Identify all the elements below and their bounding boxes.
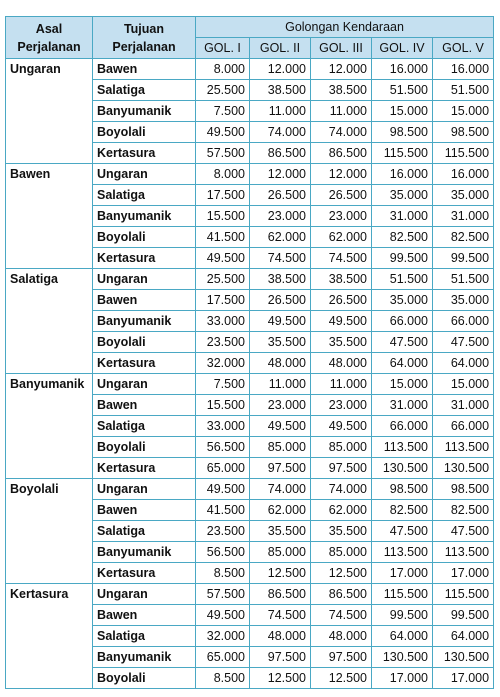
destination-cell: Bawen xyxy=(93,605,196,626)
tariff-cell-gol-2: 86.500 xyxy=(250,584,311,605)
header-gol-5: GOL. V xyxy=(433,38,494,59)
tariff-cell-gol-3: 38.500 xyxy=(311,269,372,290)
origin-cell: Kertasura xyxy=(6,584,93,689)
tariff-cell-gol-1: 57.500 xyxy=(196,584,250,605)
destination-cell: Salatiga xyxy=(93,521,196,542)
destination-cell: Salatiga xyxy=(93,416,196,437)
tariff-cell-gol-1: 41.500 xyxy=(196,227,250,248)
tariff-cell-gol-5: 31.000 xyxy=(433,395,494,416)
tariff-cell-gol-2: 74.000 xyxy=(250,479,311,500)
tariff-cell-gol-3: 48.000 xyxy=(311,626,372,647)
tariff-cell-gol-1: 23.500 xyxy=(196,521,250,542)
tariff-cell-gol-4: 64.000 xyxy=(372,353,433,374)
tariff-cell-gol-4: 17.000 xyxy=(372,563,433,584)
tariff-cell-gol-3: 74.500 xyxy=(311,248,372,269)
destination-cell: Kertasura xyxy=(93,143,196,164)
header-gol-2: GOL. II xyxy=(250,38,311,59)
tariff-cell-gol-5: 64.000 xyxy=(433,353,494,374)
tariff-cell-gol-3: 86.500 xyxy=(311,584,372,605)
tariff-cell-gol-3: 62.000 xyxy=(311,500,372,521)
tariff-cell-gol-1: 7.500 xyxy=(196,374,250,395)
tariff-cell-gol-1: 56.500 xyxy=(196,437,250,458)
tariff-cell-gol-2: 23.000 xyxy=(250,206,311,227)
destination-cell: Boyolali xyxy=(93,122,196,143)
tariff-cell-gol-4: 113.500 xyxy=(372,542,433,563)
tariff-cell-gol-5: 115.500 xyxy=(433,143,494,164)
tariff-cell-gol-5: 35.000 xyxy=(433,290,494,311)
tariff-cell-gol-3: 11.000 xyxy=(311,101,372,122)
tariff-cell-gol-4: 113.500 xyxy=(372,437,433,458)
tariff-cell-gol-2: 12.500 xyxy=(250,668,311,689)
tariff-cell-gol-4: 16.000 xyxy=(372,59,433,80)
destination-cell: Banyumanik xyxy=(93,311,196,332)
tariff-cell-gol-2: 26.500 xyxy=(250,290,311,311)
destination-cell: Bawen xyxy=(93,395,196,416)
header-gol-1: GOL. I xyxy=(196,38,250,59)
tariff-cell-gol-1: 8.500 xyxy=(196,668,250,689)
tariff-cell-gol-3: 11.000 xyxy=(311,374,372,395)
tariff-cell-gol-3: 26.500 xyxy=(311,185,372,206)
destination-cell: Kertasura xyxy=(93,353,196,374)
tariff-cell-gol-1: 32.000 xyxy=(196,353,250,374)
destination-cell: Salatiga xyxy=(93,80,196,101)
destination-cell: Ungaran xyxy=(93,374,196,395)
destination-cell: Banyumanik xyxy=(93,647,196,668)
tariff-cell-gol-3: 85.000 xyxy=(311,542,372,563)
tariff-cell-gol-5: 130.500 xyxy=(433,458,494,479)
tariff-cell-gol-4: 35.000 xyxy=(372,290,433,311)
tariff-cell-gol-5: 64.000 xyxy=(433,626,494,647)
tariff-cell-gol-1: 65.000 xyxy=(196,458,250,479)
tariff-cell-gol-2: 12.000 xyxy=(250,164,311,185)
tariff-cell-gol-4: 82.500 xyxy=(372,500,433,521)
destination-cell: Salatiga xyxy=(93,626,196,647)
tariff-cell-gol-5: 31.000 xyxy=(433,206,494,227)
tariff-cell-gol-3: 12.500 xyxy=(311,668,372,689)
header-asal-line2: Perjalanan xyxy=(17,39,81,54)
tariff-cell-gol-5: 51.500 xyxy=(433,80,494,101)
tariff-cell-gol-5: 15.000 xyxy=(433,101,494,122)
header-tujuan-line1: Tujuan xyxy=(123,21,165,36)
tariff-cell-gol-4: 15.000 xyxy=(372,374,433,395)
tariff-cell-gol-4: 31.000 xyxy=(372,206,433,227)
tariff-cell-gol-4: 66.000 xyxy=(372,416,433,437)
destination-cell: Bawen xyxy=(93,500,196,521)
tariff-cell-gol-1: 8.000 xyxy=(196,164,250,185)
tariff-cell-gol-2: 48.000 xyxy=(250,353,311,374)
tariff-cell-gol-4: 15.000 xyxy=(372,101,433,122)
destination-cell: Banyumanik xyxy=(93,542,196,563)
origin-cell: Banyumanik xyxy=(6,374,93,479)
tariff-cell-gol-5: 35.000 xyxy=(433,185,494,206)
tariff-cell-gol-3: 86.500 xyxy=(311,143,372,164)
tariff-cell-gol-1: 49.500 xyxy=(196,248,250,269)
origin-cell: Salatiga xyxy=(6,269,93,374)
tariff-cell-gol-5: 15.000 xyxy=(433,374,494,395)
destination-cell: Kertasura xyxy=(93,248,196,269)
tariff-cell-gol-5: 82.500 xyxy=(433,227,494,248)
tariff-cell-gol-1: 8.500 xyxy=(196,563,250,584)
tariff-cell-gol-4: 99.500 xyxy=(372,248,433,269)
tariff-cell-gol-1: 57.500 xyxy=(196,143,250,164)
tariff-cell-gol-3: 74.000 xyxy=(311,479,372,500)
tariff-cell-gol-1: 7.500 xyxy=(196,101,250,122)
tariff-cell-gol-4: 130.500 xyxy=(372,647,433,668)
destination-cell: Bawen xyxy=(93,290,196,311)
tariff-cell-gol-2: 97.500 xyxy=(250,647,311,668)
tariff-cell-gol-3: 97.500 xyxy=(311,647,372,668)
tariff-cell-gol-1: 32.000 xyxy=(196,626,250,647)
tariff-cell-gol-3: 38.500 xyxy=(311,80,372,101)
tariff-cell-gol-2: 86.500 xyxy=(250,143,311,164)
destination-cell: Ungaran xyxy=(93,164,196,185)
table-header xyxy=(6,17,494,59)
table-row xyxy=(6,59,494,80)
header-golongan: Golongan Kendaraan xyxy=(196,17,494,38)
tariff-cell-gol-1: 41.500 xyxy=(196,500,250,521)
tariff-cell-gol-2: 85.000 xyxy=(250,542,311,563)
destination-cell: Boyolali xyxy=(93,227,196,248)
tariff-cell-gol-2: 74.500 xyxy=(250,248,311,269)
tariff-cell-gol-2: 23.000 xyxy=(250,395,311,416)
tariff-cell-gol-5: 16.000 xyxy=(433,164,494,185)
table-row xyxy=(6,269,494,290)
destination-cell: Ungaran xyxy=(93,269,196,290)
tariff-cell-gol-4: 115.500 xyxy=(372,584,433,605)
tariff-cell-gol-3: 26.500 xyxy=(311,290,372,311)
tariff-cell-gol-3: 35.500 xyxy=(311,332,372,353)
tariff-cell-gol-5: 51.500 xyxy=(433,269,494,290)
tariff-cell-gol-5: 17.000 xyxy=(433,668,494,689)
tariff-cell-gol-4: 130.500 xyxy=(372,458,433,479)
tariff-cell-gol-2: 62.000 xyxy=(250,500,311,521)
tariff-cell-gol-5: 113.500 xyxy=(433,542,494,563)
tariff-cell-gol-3: 35.500 xyxy=(311,521,372,542)
destination-cell: Banyumanik xyxy=(93,101,196,122)
tariff-cell-gol-4: 99.500 xyxy=(372,605,433,626)
tariff-cell-gol-3: 74.500 xyxy=(311,605,372,626)
tariff-cell-gol-5: 66.000 xyxy=(433,311,494,332)
table-row xyxy=(6,584,494,605)
tariff-cell-gol-4: 64.000 xyxy=(372,626,433,647)
destination-cell: Boyolali xyxy=(93,668,196,689)
tariff-cell-gol-3: 85.000 xyxy=(311,437,372,458)
tariff-cell-gol-1: 65.000 xyxy=(196,647,250,668)
tariff-cell-gol-2: 38.500 xyxy=(250,80,311,101)
tariff-cell-gol-5: 47.500 xyxy=(433,332,494,353)
tariff-cell-gol-4: 82.500 xyxy=(372,227,433,248)
tariff-cell-gol-5: 66.000 xyxy=(433,416,494,437)
destination-cell: Salatiga xyxy=(93,185,196,206)
tariff-cell-gol-4: 35.000 xyxy=(372,185,433,206)
tariff-cell-gol-2: 85.000 xyxy=(250,437,311,458)
tariff-cell-gol-1: 17.500 xyxy=(196,185,250,206)
tariff-cell-gol-1: 15.500 xyxy=(196,206,250,227)
tariff-cell-gol-4: 51.500 xyxy=(372,269,433,290)
tariff-cell-gol-3: 23.000 xyxy=(311,206,372,227)
tariff-cell-gol-5: 47.500 xyxy=(433,521,494,542)
tariff-cell-gol-1: 25.500 xyxy=(196,80,250,101)
tariff-cell-gol-5: 113.500 xyxy=(433,437,494,458)
tariff-cell-gol-2: 11.000 xyxy=(250,374,311,395)
tariff-cell-gol-3: 12.500 xyxy=(311,563,372,584)
header-tujuan-line2: Perjalanan xyxy=(112,39,176,54)
table-row xyxy=(6,374,494,395)
tariff-cell-gol-1: 8.000 xyxy=(196,59,250,80)
tariff-cell-gol-1: 23.500 xyxy=(196,332,250,353)
tariff-cell-gol-2: 26.500 xyxy=(250,185,311,206)
tariff-cell-gol-2: 12.000 xyxy=(250,59,311,80)
destination-cell: Kertasura xyxy=(93,458,196,479)
tariff-cell-gol-3: 12.000 xyxy=(311,164,372,185)
tariff-cell-gol-1: 25.500 xyxy=(196,269,250,290)
tariff-cell-gol-2: 74.500 xyxy=(250,605,311,626)
tariff-cell-gol-2: 97.500 xyxy=(250,458,311,479)
table-row xyxy=(6,164,494,185)
tariff-cell-gol-3: 48.000 xyxy=(311,353,372,374)
tariff-cell-gol-3: 49.500 xyxy=(311,416,372,437)
tariff-cell-gol-3: 23.000 xyxy=(311,395,372,416)
tariff-cell-gol-2: 12.500 xyxy=(250,563,311,584)
tariff-cell-gol-3: 74.000 xyxy=(311,122,372,143)
tariff-cell-gol-2: 38.500 xyxy=(250,269,311,290)
tariff-cell-gol-4: 115.500 xyxy=(372,143,433,164)
tariff-cell-gol-5: 99.500 xyxy=(433,605,494,626)
tariff-cell-gol-2: 74.000 xyxy=(250,122,311,143)
tariff-cell-gol-1: 49.500 xyxy=(196,122,250,143)
tariff-cell-gol-5: 16.000 xyxy=(433,59,494,80)
tariff-cell-gol-2: 49.500 xyxy=(250,311,311,332)
origin-cell: Boyolali xyxy=(6,479,93,584)
destination-cell: Ungaran xyxy=(93,584,196,605)
destination-cell: Bawen xyxy=(93,59,196,80)
tariff-cell-gol-4: 66.000 xyxy=(372,311,433,332)
header-tujuan xyxy=(93,17,196,59)
toll-tariff-table xyxy=(5,16,494,689)
tariff-cell-gol-5: 99.500 xyxy=(433,248,494,269)
table-body xyxy=(6,59,494,689)
tariff-cell-gol-4: 31.000 xyxy=(372,395,433,416)
tariff-cell-gol-4: 47.500 xyxy=(372,521,433,542)
tariff-cell-gol-1: 49.500 xyxy=(196,479,250,500)
destination-cell: Banyumanik xyxy=(93,206,196,227)
tariff-cell-gol-1: 17.500 xyxy=(196,290,250,311)
tariff-cell-gol-4: 16.000 xyxy=(372,164,433,185)
tariff-cell-gol-2: 62.000 xyxy=(250,227,311,248)
tariff-cell-gol-3: 62.000 xyxy=(311,227,372,248)
table-row xyxy=(6,479,494,500)
tariff-cell-gol-5: 17.000 xyxy=(433,563,494,584)
tariff-cell-gol-5: 98.500 xyxy=(433,479,494,500)
tariff-cell-gol-3: 49.500 xyxy=(311,311,372,332)
tariff-cell-gol-5: 98.500 xyxy=(433,122,494,143)
tariff-cell-gol-4: 51.500 xyxy=(372,80,433,101)
tariff-cell-gol-4: 47.500 xyxy=(372,332,433,353)
tariff-cell-gol-2: 35.500 xyxy=(250,332,311,353)
header-gol-4: GOL. IV xyxy=(372,38,433,59)
tariff-cell-gol-1: 15.500 xyxy=(196,395,250,416)
tariff-cell-gol-3: 12.000 xyxy=(311,59,372,80)
tariff-cell-gol-4: 98.500 xyxy=(372,479,433,500)
header-gol-3: GOL. III xyxy=(311,38,372,59)
tariff-cell-gol-5: 130.500 xyxy=(433,647,494,668)
tariff-cell-gol-2: 49.500 xyxy=(250,416,311,437)
header-asal xyxy=(6,17,93,59)
tariff-cell-gol-1: 56.500 xyxy=(196,542,250,563)
tariff-cell-gol-2: 11.000 xyxy=(250,101,311,122)
tariff-cell-gol-3: 97.500 xyxy=(311,458,372,479)
origin-cell: Ungaran xyxy=(6,59,93,164)
header-asal-line1: Asal xyxy=(35,21,63,36)
destination-cell: Ungaran xyxy=(93,479,196,500)
tariff-cell-gol-1: 33.000 xyxy=(196,311,250,332)
destination-cell: Boyolali xyxy=(93,332,196,353)
tariff-cell-gol-1: 33.000 xyxy=(196,416,250,437)
tariff-cell-gol-2: 48.000 xyxy=(250,626,311,647)
origin-cell: Bawen xyxy=(6,164,93,269)
tariff-cell-gol-2: 35.500 xyxy=(250,521,311,542)
tariff-cell-gol-4: 17.000 xyxy=(372,668,433,689)
tariff-cell-gol-1: 49.500 xyxy=(196,605,250,626)
tariff-table-container xyxy=(5,16,494,689)
destination-cell: Kertasura xyxy=(93,563,196,584)
tariff-cell-gol-5: 115.500 xyxy=(433,584,494,605)
destination-cell: Boyolali xyxy=(93,437,196,458)
tariff-cell-gol-4: 98.500 xyxy=(372,122,433,143)
tariff-cell-gol-5: 82.500 xyxy=(433,500,494,521)
